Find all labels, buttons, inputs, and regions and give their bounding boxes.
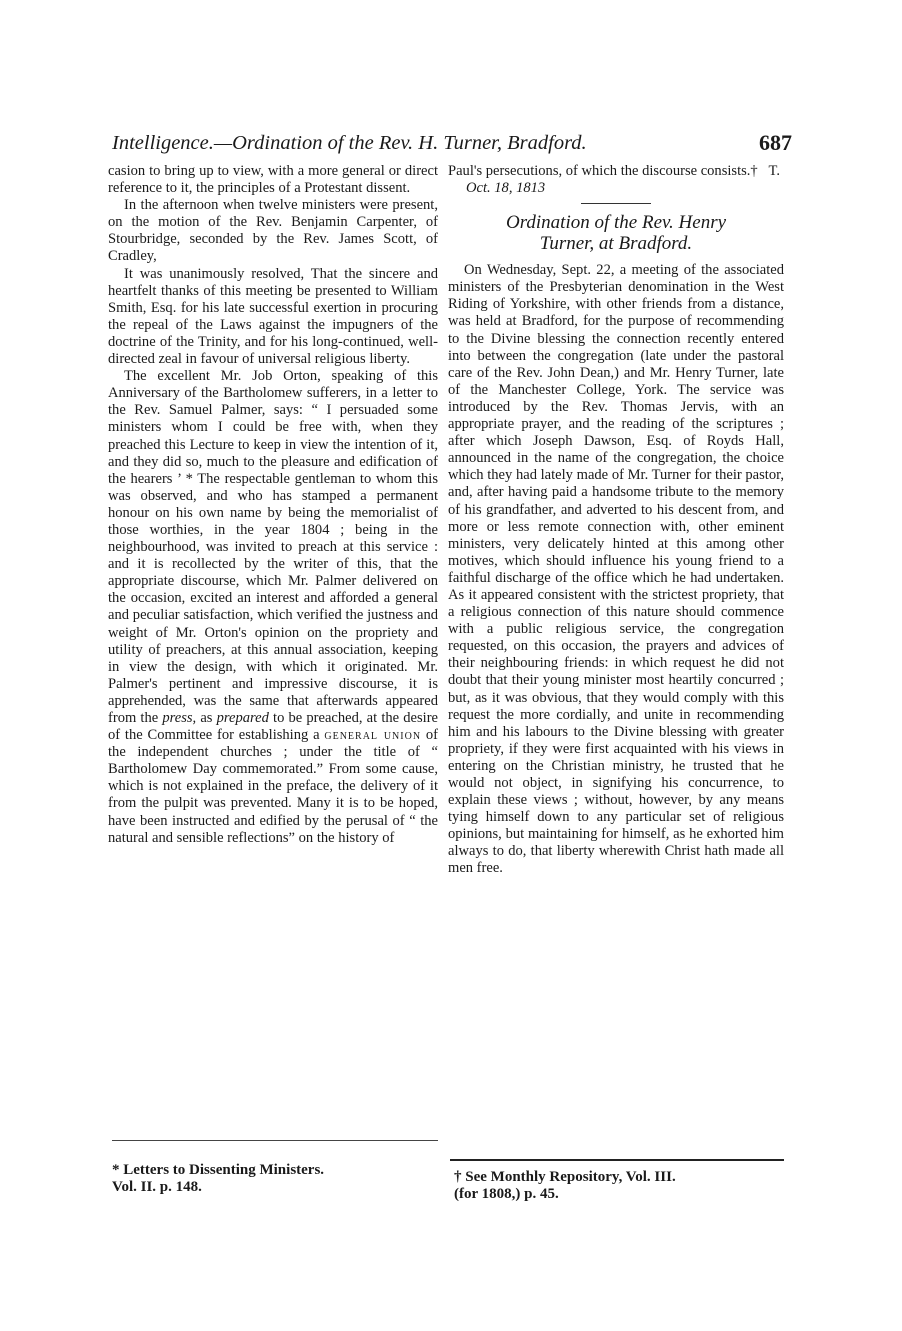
heading-line-2: Turner, at Bradford. [539,233,693,255]
orton-text-c: to be preached, at the desire of the Committee for establishing a [108,710,438,744]
footnote-rule-right [450,1159,784,1161]
paragraph-afternoon: In the afternoon when twelve ministers were present, on the motion of the Rev. Benjamin Carpenter, of Stourbridge, seconded by the Rev. James Scott, of Cradley, [108,197,438,265]
footnote-right [454,1169,784,1203]
signature: T. [768,163,780,179]
section-heading [448,212,784,254]
paragraph-resolution: It was unanimously resolved, That the sincere and heartfelt thanks of this meeting be presented to William Smith, Esq. for his late successful exertion in procuring the repeal of the Laws against the impugners of the doctrine of the Trinity, and for his long-continued, well-directed zeal in favour of universal religious liberty. [108,265,438,368]
paragraph-conclusion [448,163,784,180]
running-header [112,132,792,162]
right-column [448,163,784,878]
orton-text-b: as [196,710,217,726]
footnote-left-line-1: * Letters to Dissenting Ministers. [112,1162,325,1178]
left-column [108,163,438,847]
conclusion-text: Paul's persecutions, of which the discourse consists.† [448,163,758,179]
paragraph-continuation: casion to bring up to view, with a more general or direct reference to it, the principles of a Protestant dissent. [108,163,438,197]
orton-emph-prepared: prepared [216,710,269,726]
footnote-left-line-2: Vol. II. p. 148. [112,1179,202,1195]
paragraph-orton [108,368,438,847]
page-number: 687 [759,130,792,155]
footnote-right-line-2: (for 1808,) p. 45. [454,1186,559,1202]
letter-date: Oct. 18, 1813 [466,180,546,197]
orton-emph-press: press, [162,710,197,726]
orton-general-union: general union [324,727,422,744]
heading-line-1: Ordination of the Rev. Henry [505,212,727,234]
footnote-right-line-1: † See Monthly Repository, Vol. III. [454,1169,676,1185]
section-separator [581,203,651,204]
paragraph-ordination: On Wednesday, Sept. 22, a meeting of the associated ministers of the Presbyterian denomination in the West Riding of Yorkshire, with other friends from a distance, was held at Bradford, for the purpose of recommending to the Divine blessing the connection recently entered into between the congregation (late under the pastoral care of the Rev. John Dean,) and Mr. Henry Turner, late of the Manchester College, York. The service was introduced by the Rev. Thomas Jervis, with an appropriate prayer, and the reading of the scriptures ; after which Joseph Dawson, Esq. of Royds Hall, announced in the name of the congregation, the choice which they had lately made of Mr. Turner for their pastor, and, after having paid a handsome tribute to the memory of his grandfather, and adverted to his descent from, and more or less remote connection with, other eminent ministers, very delicately hinted at this among other motives, which should influence his young friend to a faithful discharge of the office which he had undertaken. As it appeared consistent with the strictest propriety, that a religious connection of this nature should commence with a public religious service, the congregation requested, on this occasion, the prayers and advices of their neighbouring friends: in which request he did not doubt that their young minister most heartily concurred ; but, as it was obvious, that they would comply with this request the more cordially, and unite in recommending him and his labours to the Divine blessing with greater propriety, if they were first acquainted with his views in entering on the Christian ministry, he trusted that he would not object, in signifying his concurrence, to explain these views ; without, however, by any means tying himself down to any particular set of religious opinions, but maintaining for himself, as he exhorted him always to do, that liberty wherewith Christ hath made all men free. [448,262,784,877]
footnote-left [112,1162,442,1196]
header-title: Intelligence.—Ordination of the Rev. H. Turner, Bradford. [112,132,587,154]
orton-text-a: The excellent Mr. Job Orton, speaking of this Anniversary of the Bartholomew sufferers, in a letter to the Rev. Samuel Palmer, says: “ I persuaded some ministers whom I could be free with, when they preached this Lecture to keep in view the intention of it, and they did so, much to the pleasure and edification of the hearers ’ * The respectable gentleman to whom this was observed, and who has stamped a permanent honour on his own name by being the memorialist of those worthies, in the year 1804 ; being in the neighbourhood, was invited to preach at this service : and it is recollected by the writer of this, that the appropriate discourse, which Mr. Palmer delivered on the occasion, excited an interest and afforded a general and peculiar satisfaction, which verified the justness and weight of Mr. Orton's opinion on the propriety and utility of preachers, at this annual association, keeping in view the design, with which it originated. Mr. Palmer's pertinent and impressive discourse, it is apprehended, was the same that afterwards appeared from the [108,368,438,726]
orton-text-d: of the independent churches ; under the title of “ Bartholomew Day commemorated.” From some cause, which is not explained in the preface, the delivery of it from the pulpit was prevented. Many it is to be hoped, have been instructed and edified by the perusal of “ the natural and sensible reflections” on the history of [108,727,438,846]
footnote-rule-left [112,1140,438,1141]
